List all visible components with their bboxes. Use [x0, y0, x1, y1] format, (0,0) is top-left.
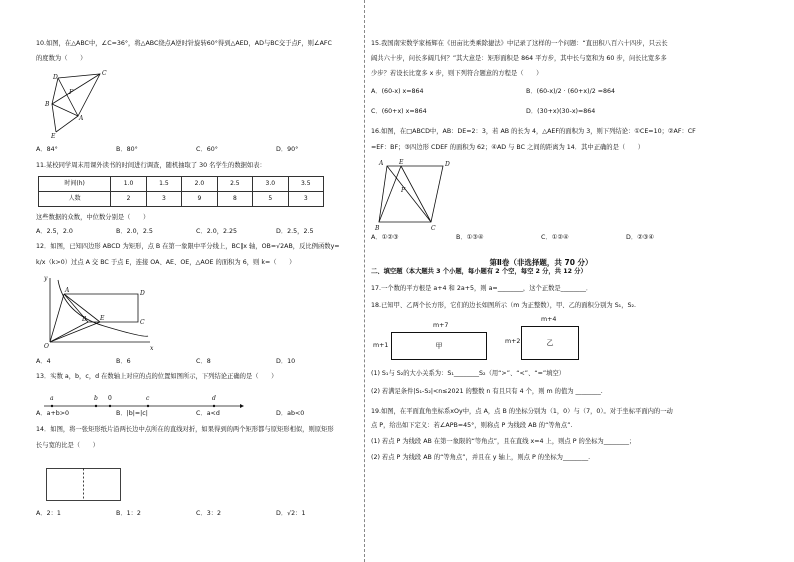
table-cell: 3: [288, 192, 323, 207]
q16-option-d[interactable]: D．②③④: [626, 234, 655, 241]
q11-option-b[interactable]: B．2.0，2.5: [116, 228, 153, 235]
q10-label-c: C: [102, 70, 107, 77]
table-cell: 2.5: [217, 177, 252, 192]
q16-parallelogram-figure: [375, 159, 459, 232]
q14-option-d[interactable]: D．√2：1: [276, 510, 306, 517]
q14-option-b[interactable]: B．1：2: [116, 510, 141, 517]
q14-option-a[interactable]: A．2：1: [36, 510, 61, 517]
q12-label-a: A: [65, 287, 70, 294]
q18-rect-jia-top: m+7: [433, 322, 449, 329]
q10-label-d: D: [53, 74, 58, 81]
q18-rect-jia-box: [391, 332, 487, 360]
q13-option-c[interactable]: C．a<d: [196, 410, 220, 417]
q15-option-c[interactable]: C．(60+x) x=864: [371, 108, 427, 115]
q19-part2: (2) 若点 P 为线段 AB 的“等角点”，并且在 y 轴上，则点 P 的坐标为________.: [371, 454, 591, 461]
q11-table-row-time: [39, 177, 324, 192]
q12-label-b: B: [82, 316, 87, 323]
q12-option-d[interactable]: D．10: [276, 358, 296, 365]
q16-option-b[interactable]: B．①③④: [456, 234, 484, 241]
q14-rectangle-figure: [46, 468, 122, 502]
q16-label-e: E: [399, 159, 404, 166]
q10-label-e: E: [51, 133, 56, 140]
q12-options: [36, 358, 356, 366]
q11-table: [38, 176, 324, 207]
q13-label-d: d: [212, 395, 216, 402]
table-cell: 1.5: [146, 177, 181, 192]
q19-part1: (1) 若点 P 为线段 AB 在第一象限的“等角点”，且在直线 x=4 上，则点 P 的坐标为________；: [371, 438, 636, 445]
q16-label-a: A: [379, 160, 384, 167]
q15-option-d[interactable]: D．(30+x)(30-x)=864: [526, 108, 596, 115]
q15-option-a[interactable]: A．(60-x) x=864: [371, 88, 424, 95]
fold-line: [364, 0, 365, 562]
q11-tail: 这些数据的众数，中位数分别是（ ）: [36, 214, 150, 221]
table-cell: 9: [182, 192, 217, 207]
q11-table-row-count: [39, 192, 324, 207]
q18-part1: (1) S₁与 S₂的大小关系为：S₁________S₂（用“>”、“<”、“=”填空）: [371, 370, 566, 377]
q13-label-a: a: [50, 395, 54, 402]
section-title: 第Ⅱ卷（非选择题，共 70 分）: [489, 257, 593, 267]
q10-label-b: B: [45, 101, 50, 108]
q19-stem-line2: 点 P，给出如下定义：若∠APB=45°，则称点 P 为线段 AB 的“等角点”.: [371, 422, 573, 429]
q15-stem-line1: 15.我国南宋数学家杨辉在《田亩比类乘除捷法》中记录了这样的一个问题：“直田积八百六十四步，只云长: [371, 40, 668, 47]
q13-label-zero: 0: [108, 395, 112, 402]
q13-option-b[interactable]: B．|b|=|c|: [116, 410, 148, 417]
q15-stem-line3: 少步？若设长比宽多 x 步，则下列符合题意的方程是（ ）: [371, 70, 543, 77]
q12-label-c: C: [140, 319, 145, 326]
q16-stem-line2: =EF：BF；③四边形 CDEF 的面积为 62；④AD 与 BC 之间的距离为 14．其中正确的是（ ）: [371, 144, 645, 151]
q12-stem-line1: 12．如图，已知四边形 ABCD 为矩形，点 B 在第一象限中平分线上，BC∥x 轴，OB=√2AB，反比例函数y=: [36, 243, 340, 250]
q12-option-b[interactable]: B．6: [116, 358, 131, 365]
q14-stem-line2: 长与宽的比是（ ）: [36, 442, 99, 449]
q17-stem: 17.一个数的平方根是 a+4 和 2a+5，则 a=________，这个正数是________．: [371, 285, 593, 292]
q12-stem-line2: k/x（k>0）过点 A 交 BC 于点 E，连接 OA、AE、OE，△AOE 的面积为 6，则 k=（ ）: [36, 259, 296, 266]
q16-label-f: F: [401, 187, 406, 194]
table-cell: 人数: [39, 192, 111, 207]
q14-option-c[interactable]: C．3：2: [196, 510, 222, 517]
q12-label-x: x: [150, 345, 154, 352]
q18-rect-yi-top: m+4: [541, 316, 557, 323]
q18-rect-yi: [505, 316, 595, 358]
table-cell: 5: [253, 192, 288, 207]
q16-option-c[interactable]: C．①②④: [541, 234, 569, 241]
q13-options: [36, 410, 356, 418]
q13-label-c: c: [146, 395, 150, 402]
q16-options: [371, 234, 711, 242]
q18-rect-jia: [373, 322, 493, 358]
table-cell: 3.5: [288, 177, 323, 192]
q14-stem-line1: 14．如图，将一张矩形纸片沿两长边中点所在的直线对折，如果得到的两个矩形都与原矩形相似，则原矩形: [36, 426, 334, 433]
q18-stem: 18.已知甲、乙两个长方形，它们的边长如图所示（m 为正整数），甲、乙的面积分别为 S₁，S₂.: [371, 302, 637, 309]
q12-option-a[interactable]: A．4: [36, 358, 51, 365]
q16-label-c: C: [431, 225, 436, 232]
q10-option-a[interactable]: A．84°: [36, 146, 58, 153]
q18-rect-yi-side: m+2: [505, 338, 521, 345]
q10-option-d[interactable]: D．90°: [276, 146, 299, 153]
q18-rect-jia-label: 甲: [435, 341, 443, 350]
table-cell: 2: [111, 192, 146, 207]
table-cell: 8: [217, 192, 252, 207]
table-cell: 3.0: [253, 177, 288, 192]
q18-rect-yi-label: 乙: [546, 338, 554, 347]
table-cell: 3: [146, 192, 181, 207]
q15-stem-line2: 阔共六十步，问长多阔几何？”其大意是：矩形面积是 864 平方步，其中长与宽和为 60 步，问长比宽多多: [371, 55, 667, 62]
table-cell: 1.0: [111, 177, 146, 192]
q12-label-y: y: [44, 275, 48, 282]
q10-option-b[interactable]: B．80°: [116, 146, 138, 153]
q10-label-a: A: [79, 115, 84, 122]
q18-part2: (2) 若满足条件|S₁-S₂|<n≤2021 的整数 n 有且只有 4 个，则 m 的值为 ________.: [371, 388, 603, 395]
q11-option-a[interactable]: A．2.5，2.0: [36, 228, 73, 235]
q12-label-e: E: [100, 315, 105, 322]
q12-label-o: O: [44, 343, 49, 350]
q12-label-d: D: [140, 290, 145, 297]
q13-option-d[interactable]: D．ab<0: [276, 410, 305, 417]
q10-label-f: F: [69, 89, 74, 96]
q18-rect-yi-box: [521, 326, 579, 360]
q11-option-d[interactable]: D．2.5，2.5: [276, 228, 314, 235]
q12-figure: [44, 274, 154, 354]
q19-stem-line1: 19.如图，在平面直角坐标系xOy中，点 A，点 B 的坐标分别为（1，0）与（7，0）。对于坐标平面内的一动: [371, 408, 673, 415]
q10-figure: [45, 70, 116, 140]
q10-stem-line1: 10.如图，在△ABC中，∠C=36°，将△ABC绕点A逆时针旋转60°得到△AED，AD与BC交于点F，则∠AFC: [36, 40, 332, 47]
q16-stem-line1: 16.如图，在□ABCD中，AB：DE=2：3，若 AB 的长为 4，△AEF的面积为 3，则下列结论：①CE=10；②AF：CF: [371, 128, 696, 135]
q10-options: [36, 146, 356, 154]
q10-option-c[interactable]: C．60°: [196, 146, 218, 153]
table-cell: 2.0: [182, 177, 217, 192]
table-cell: 时间(h): [39, 177, 111, 192]
q16-label-d: D: [445, 161, 450, 168]
q14-options: [36, 510, 356, 518]
q16-label-b: B: [375, 225, 380, 232]
q13-stem: 13．实数 a，b，c，d 在数轴上对应的点的位置如图所示，下列结论正确的是（ ）: [36, 373, 278, 380]
q13-label-b: b: [94, 395, 98, 402]
part-two-heading: 二、填空题（本大题共 3 个小题，每小题有 2 个空，每空 2 分，共 12 分）: [371, 268, 587, 275]
q11-option-c[interactable]: C．2.0，2.25: [196, 228, 238, 235]
q13-option-a[interactable]: A．a+b>0: [36, 410, 70, 417]
q11-stem: 11.某校同学周末用课外读书的时间进行调查，随机抽取了 30 名学生的数据如表：: [36, 162, 266, 169]
q15-option-b[interactable]: B．(60-x)/2 · (60+x)/2 =864: [526, 88, 616, 95]
q11-options: [36, 228, 356, 236]
q18-rect-jia-side: m+1: [373, 342, 389, 349]
q12-option-c[interactable]: C．8: [196, 358, 211, 365]
q16-option-a[interactable]: A．①②③: [371, 234, 399, 241]
q10-stem-line2: 的度数为（ ）: [36, 55, 87, 62]
